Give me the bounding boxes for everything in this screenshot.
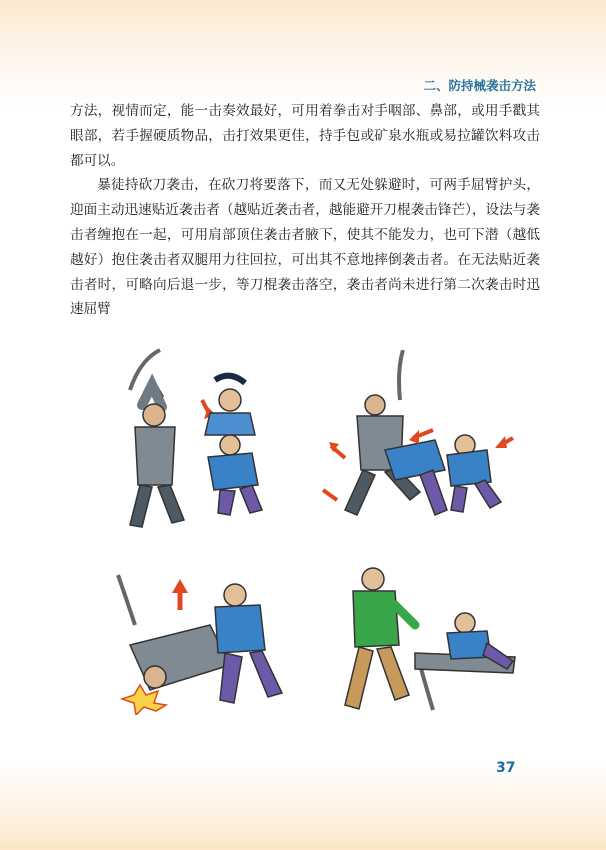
section-header: 二、防持械袭击方法: [423, 78, 536, 93]
panel-1-illustration: [90, 345, 290, 530]
panel-2-illustration: [315, 350, 520, 525]
paragraph-2: 暴徒持砍刀袭击，在砍刀将要落下，而又无处躲避时，可两手屈臂护头，迎面主动迅速贴近袭击者（越贴近袭击者，越能避开刀棍袭击锋芒），设法与袭击者缠抱在一起，可用肩部顶住袭击者腋下，使其不能发力，也可下潜（越低越好）抱住袭击者双腿用力往回拉，可出其不意地摔倒袭击者。在无法贴近袭击者时，可略向后退一步，等刀棍袭击落空，袭击者尚未进行第二次袭击时迅速屈臂: [70, 177, 540, 318]
body-text: [70, 99, 540, 322]
illustration-self-defense: [90, 345, 520, 715]
panel-4-illustration: [315, 565, 520, 715]
paragraph-1: 方法，视情而定，能一击奏效最好，可用着拳击对手咽部、鼻部，或用手戳其眼部，若手握硬质物品，击打效果更佳，持手包或矿泉水瓶或易拉罐饮料攻击都可以。: [70, 103, 540, 169]
page-number: 37: [496, 760, 516, 776]
panel-3-illustration: [100, 565, 305, 715]
